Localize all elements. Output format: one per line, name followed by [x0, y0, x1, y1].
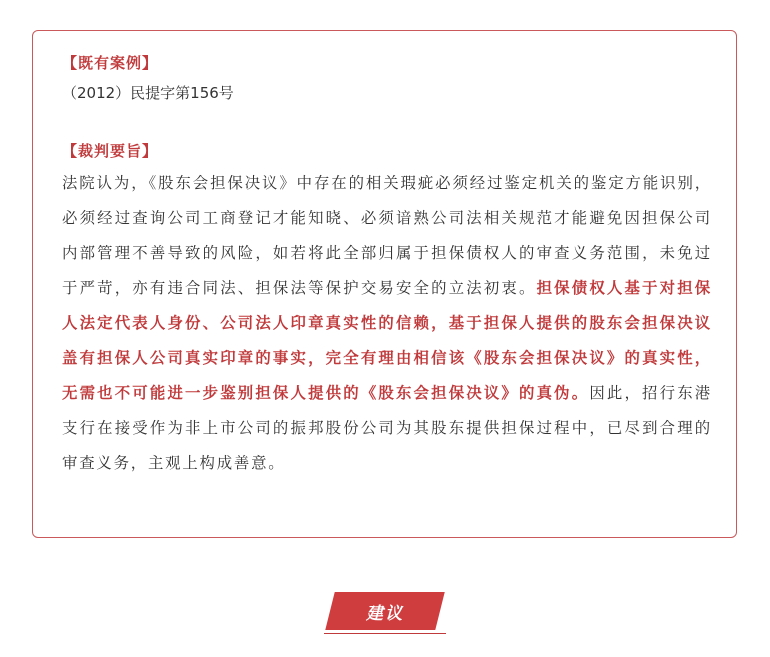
judgment-gist-paragraph	[62, 166, 712, 481]
gist-text-intro: 法院认为，《股东会担保决议》中存在的相关瑕疵必须经过鉴定机关的鉴定方能识别，必须经过查询公司工商登记才能知晓、必须谙熟公司法相关规范才能避免因担保公司内部管理不善导致的风险，如若将此全部归属于担保债权人的审查义务范围，未免过于严苛，亦有违合同法、担保法等保护交易安全的立法初衷。	[62, 174, 712, 297]
banner-label: 建议	[366, 603, 404, 624]
gist-text-emphasis: 担保债权人基于对担保人法定代表人身份、公司法人印章真实性的信赖，基于担保人提供的股东会担保决议盖有担保人公司真实印章的事实，完全有理由相信该《股东会担保决议》的真实性，无需也不可能进一步鉴别担保人提供的《股东会担保决议》的真伪。	[62, 279, 712, 402]
banner-underline	[324, 633, 446, 634]
suggestion-banner	[330, 592, 440, 630]
existing-case-heading: 【既有案例】	[62, 54, 159, 72]
case-content	[62, 52, 712, 481]
section-spacer	[62, 104, 712, 140]
gist-text-conclusion: 因此，招行东港支行在接受作为非上市公司的振邦股份公司为其股东提供担保过程中，已尽到合理的审查义务，主观上构成善意。	[62, 384, 712, 472]
judgment-gist-heading: 【裁判要旨】	[62, 142, 159, 160]
case-number: （2012）民提字第156号	[62, 84, 234, 102]
